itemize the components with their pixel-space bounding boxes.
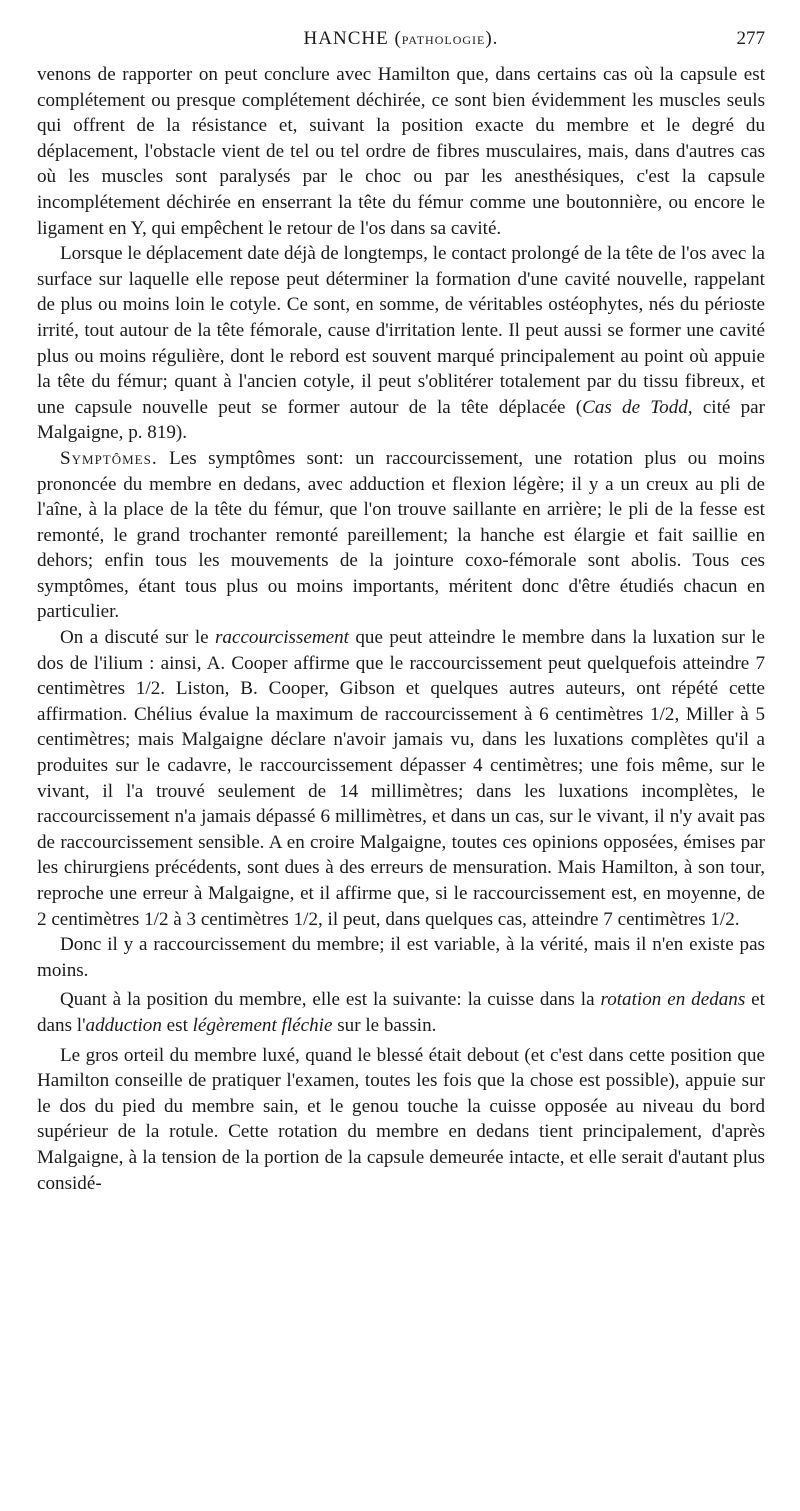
body-text (37, 62, 765, 1196)
paragraph-6-start: Quant à la position du membre, elle est la suivante: la cuisse dans la (60, 989, 601, 1011)
paragraph-6-term-adduction: adduction (85, 1014, 162, 1036)
paragraph-4-term: raccourcissement (215, 627, 349, 649)
running-title-main: HANCHE ( (303, 28, 402, 49)
page-number: 277 (736, 28, 765, 49)
page-header (37, 28, 765, 58)
paragraph-1: venons de rapporter on peut conclure avec Hamilton que, dans certains cas où la capsule est complétement ou presque complétement déchirée, ce sont bien évidemment les muscles seuls qui offrent de la résistance et, suivant la position exacte du membre et le degré du déplacement, l'obstacle vient de tel ou tel ordre de fibres musculaires, mais, dans d'autres cas où les muscles sont paralysés par le choc ou par les anesthésiques, c'est la capsule incomplétement déchirée en enserrant la tête du fémur comme une boutonnière, ou encore le ligament en Y, qui empêchent le retour de l'os dans sa cavité. (37, 64, 765, 239)
paragraph-6-mid: et dans l' (37, 989, 765, 1036)
paragraph-6-end: sur le bassin. (332, 1014, 437, 1036)
paragraph-6-mid-2: est (161, 1014, 193, 1036)
paragraph-6-term-rotation: rotation en dedans (600, 989, 746, 1011)
paragraph-4-start: On a discuté sur le (60, 627, 215, 649)
paragraph-3-text: Les symptômes sont: un raccourcissement, une rotation plus ou moins prononcée du membre en dedans, avec adduction et flexion légère; il y a un creux au pli de l'aîne, à la place de la tête du fémur, que l'on trouve saillante en arrière; le pli de la fesse est remonté, le grand trochanter remonté pareillement; la hanche est élargie et fait saillie en dehors; enfin tous les mouvements de la jointure coxo-fémorale sont abolis. Tous ces symptômes, étant tous plus ou moins importants, méritent donc d'être étudiés chacun en particulier. (37, 447, 765, 623)
running-title-subtitle: PATHOLOGIE (401, 33, 486, 47)
paragraph-4-text: que peut atteindre le membre dans la luxation sur le dos de l'ilium : ainsi, A. Cooper affirme que le raccourcissement peut quelquefois atteindre 7 centimètres 1/2. Liston, B. Cooper, Gibson et quelques autres auteurs, ont répété cette affirmation. Chélius évalue la maximum de raccourcissement à 6 centimètres 1/2, Miller à 5 centimètres; mais Malgaigne déclare n'avoir jamais vu, dans les luxations complètes qu'il a produites sur le cadavre, le raccourcissement dépasser 4 centimètres; une fois même, sur le vivant, il l'a trouvé seulement de 14 millimètres; dans les luxations incomplètes, le raccourcissement n'a jamais dépassé 6 millimètres, et dans un cas, sur le vivant, il n'y avait pas de raccourcissement sensible. A en croire Malgaigne, toutes ces opinions opposées, émises par les chirurgiens précédents, sont dues à des erreurs de mensuration. Mais Hamilton, à son tour, reproche une erreur à Malgaigne, et il affirme que, si le raccourcissement est, en moyenne, de 2 centimètres 1/2 à 3 centimètres 1/2, il peut, dans quelques cas, atteindre 7 centimètres 1/2. (37, 627, 765, 930)
paragraph-2-citation: Cas de Todd, (582, 396, 693, 418)
paragraph-6-term-flexion: légèrement fléchie (192, 1014, 333, 1036)
paragraph-5: Donc il y a raccourcissement du membre; il est variable, à la vérité, mais il n'en existe pas moins. (37, 934, 765, 981)
paragraph-2 (37, 241, 765, 446)
paragraph-4 (37, 625, 765, 932)
paragraph-6 (37, 987, 765, 1038)
running-title (37, 28, 765, 50)
running-title-close: ). (485, 28, 499, 49)
paragraph-2-end: cité par Malgaigne, p. 819). (37, 396, 765, 444)
paragraph-3 (37, 446, 765, 625)
paragraph-2-text: Lorsque le déplacement date déjà de longtemps, le contact prolongé de la tête de l'os avec la surface sur laquelle elle repose peut déterminer la formation d'une cavité nouvelle, rappelant de plus ou moins loin le cotyle. Ce sont, en somme, de véritables ostéophytes, nés du périoste irrité, tout autour de la tête fémorale, cause d'irritation lente. Il peut aussi se former une cavité plus ou moins régulière, dont le rebord est souvent marqué principalement au point où appuie la tête du fémur; quant à l'ancien cotyle, il peut s'oblitérer totalement par du tissu fibreux, et une capsule nouvelle peut se former autour de la tête déplacée ( (37, 243, 765, 418)
paragraph-7: Le gros orteil du membre luxé, quand le blessé était debout (et c'est dans cette position que Hamilton conseille de pratiquer l'examen, toutes les fois que la chose est possible), appuie sur le dos du pied du membre sain, et le genou touche la cuisse opposée au niveau du bord supérieur de la rotule. Cette rotation du membre en dedans tient principalement, d'après Malgaigne, à la tension de la portion de la capsule demeurée intacte, et elle serait d'autant plus considé- (37, 1044, 765, 1194)
section-heading-symptomes: Symptômes. (60, 447, 158, 469)
